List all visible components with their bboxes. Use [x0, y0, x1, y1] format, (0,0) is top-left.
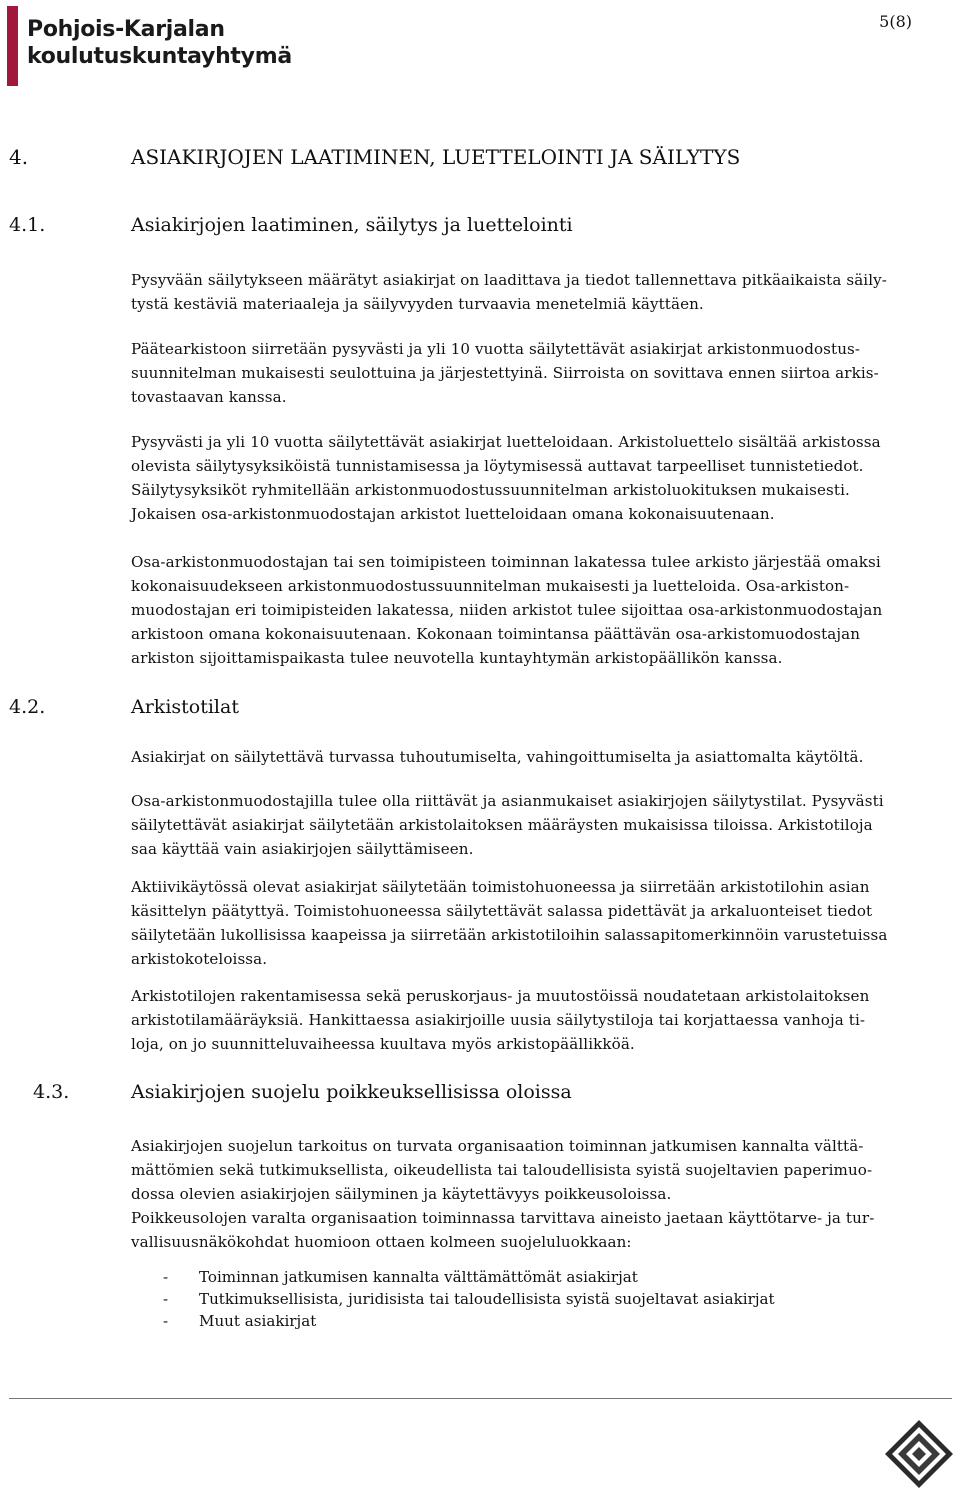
section-4-1-title: Asiakirjojen laatiminen, säilytys ja luettelointi [131, 214, 573, 236]
paragraph-4-1-a [131, 268, 951, 316]
org-name-line1: Pohjois-Karjalan [27, 17, 225, 42]
paragraph-4-2-c [131, 875, 951, 971]
bullet-dash: - [163, 1290, 169, 1308]
text-line: Osa-arkistonmuodostajilla tulee olla riittävät ja asianmukaiset asiakirjojen säilytystilat. Pysyvästi [131, 792, 884, 810]
list-item-text: Toiminnan jatkumisen kannalta välttämättömät asiakirjat [199, 1268, 638, 1286]
paragraph-4-1-b [131, 337, 951, 409]
text-line: kokonaisuudekseen arkistonmuodostussuunnitelman mukaisesti ja luetteloida. Osa-arkiston- [131, 577, 850, 595]
section-4-3-title: Asiakirjojen suojelu poikkeuksellisissa oloissa [131, 1081, 572, 1103]
text-line: arkistotilamääräyksiä. Hankittaessa asiakirjoille uusia säilytystiloja tai korjattaessa vanhoja ti- [131, 1011, 866, 1029]
text-line: Säilytysyksiköt ryhmitellään arkistonmuodostussuunnitelman arkistoluokituksen mukaisesti. [131, 481, 850, 499]
text-line: Pysyvästi ja yli 10 vuotta säilytettävät asiakirjat luetteloidaan. Arkistoluettelo sisältää arkistossa [131, 433, 881, 451]
paragraph-4-1-c [131, 430, 951, 526]
text-line: mättömien sekä tutkimuksellista, oikeudellista tai taloudellisista syistä suojeltavien paperimuo- [131, 1161, 873, 1179]
paragraph-4-1-d [131, 550, 951, 670]
paragraph-4-2-a [131, 745, 951, 769]
text-line: saa käyttää vain asiakirjojen säilyttämiseen. [131, 840, 474, 858]
text-line: Poikkeusolojen varalta organisaation toiminnassa tarvittava aineisto jaetaan käyttötarve- ja tur- [131, 1209, 875, 1227]
section-4-2-number: 4.2. [9, 696, 46, 718]
text-line: Osa-arkistonmuodostajan tai sen toimipisteen toiminnan lakatessa tulee arkisto järjestää omaksi [131, 553, 881, 571]
text-line: säilytettävät asiakirjat säilytetään arkistolaitoksen määräysten mukaisissa tiloissa. Arkistotiloja [131, 816, 873, 834]
text-line: loja, on jo suunnitteluvaiheessa kuultava myös arkistopäällikköä. [131, 1035, 635, 1053]
section-4-number: 4. [9, 145, 29, 169]
text-line: tystä kestäviä materiaaleja ja säilyvyyden turvaavia menetelmiä käyttäen. [131, 295, 704, 313]
text-line: Pysyvään säilytykseen määrätyt asiakirjat on laadittava ja tiedot tallennettava pitkäaikaista säily- [131, 271, 887, 289]
section-4-3-number: 4.3. [33, 1081, 70, 1103]
text-line: Asiakirjojen suojelun tarkoitus on turvata organisaation toiminnan jatkumisen kannalta välttä- [131, 1137, 864, 1155]
text-line: Jokaisen osa-arkistonmuodostajan arkistot luetteloidaan omana kokonaisuutenaan. [131, 505, 775, 523]
section-4-2-title: Arkistotilat [131, 696, 239, 718]
text-line: arkistoon omana kokonaisuutenaan. Kokonaan toimintansa päättävän osa-arkistomuodostajan [131, 625, 861, 643]
bullet-dash: - [163, 1312, 169, 1330]
text-line: vallisuusnäkökohdat huomioon ottaen kolmeen suojeluluokkaan: [131, 1233, 632, 1251]
text-line: Aktiivikäytössä olevat asiakirjat säilytetään toimistohuoneessa ja siirretään arkistotilohin asian [131, 878, 870, 896]
list-item-text: Tutkimuksellisista, juridisista tai taloudellisista syistä suojeltavat asiakirjat [199, 1290, 775, 1308]
text-line: Arkistotilojen rakentamisessa sekä peruskorjaus- ja muutostöissä noudatetaan arkistolaitoksen [131, 987, 870, 1005]
text-line: Päätearkistoon siirretään pysyvästi ja yli 10 vuotta säilytettävät asiakirjat arkistonmuodostus- [131, 340, 861, 358]
text-line: muodostajan eri toimipisteiden lakatessa, niiden arkistot tulee sijoittaa osa-arkistonmuodostajan [131, 601, 883, 619]
paragraph-4-2-b [131, 789, 951, 861]
paragraph-4-3 [131, 1134, 951, 1254]
paragraph-4-2-d [131, 984, 951, 1056]
list-item [163, 1266, 638, 1288]
text-line: säilytetään lukollisissa kaapeissa ja siirretään arkistotiloihin salassapitomerkinnöin varustetuissa [131, 926, 888, 944]
text-line: dossa olevien asiakirjojen säilyminen ja käytettävyys poikkeusoloissa. [131, 1185, 672, 1203]
list-item-text: Muut asiakirjat [199, 1312, 317, 1330]
list-item [163, 1310, 316, 1332]
text-line: arkiston sijoittamispaikasta tulee neuvotella kuntayhtymän arkistopäällikön kanssa. [131, 649, 783, 667]
text-line: käsittelyn päätyttyä. Toimistohuoneessa säilytettävät salassa pidettävät ja arkaluonteiset tiedot [131, 902, 873, 920]
civil-defence-emblem-icon [884, 1419, 954, 1489]
page-number: 5(8) [879, 12, 912, 31]
footer-divider [9, 1398, 952, 1399]
logo-bar [7, 6, 18, 86]
section-4-title: ASIAKIRJOJEN LAATIMINEN, LUETTELOINTI JA SÄILYTYS [131, 145, 741, 169]
section-4-1-number: 4.1. [9, 214, 46, 236]
list-item [163, 1288, 775, 1310]
text-line: arkistokoteloissa. [131, 950, 268, 968]
bullet-dash: - [163, 1268, 169, 1286]
text-line: suunnitelman mukaisesti seulottuina ja järjestettyinä. Siirroista on sovittava ennen siirtoa arkis- [131, 364, 879, 382]
text-line: olevista säilytysyksiköistä tunnistamisessa ja löytymisessä auttavat tarpeelliset tunnistetiedot. [131, 457, 864, 475]
text-line: tovastaavan kanssa. [131, 388, 287, 406]
text-line: Asiakirjat on säilytettävä turvassa tuhoutumiselta, vahingoittumiselta ja asiattomalta käytöltä. [131, 748, 864, 766]
org-name-line2: koulutuskuntayhtymä [27, 44, 292, 69]
